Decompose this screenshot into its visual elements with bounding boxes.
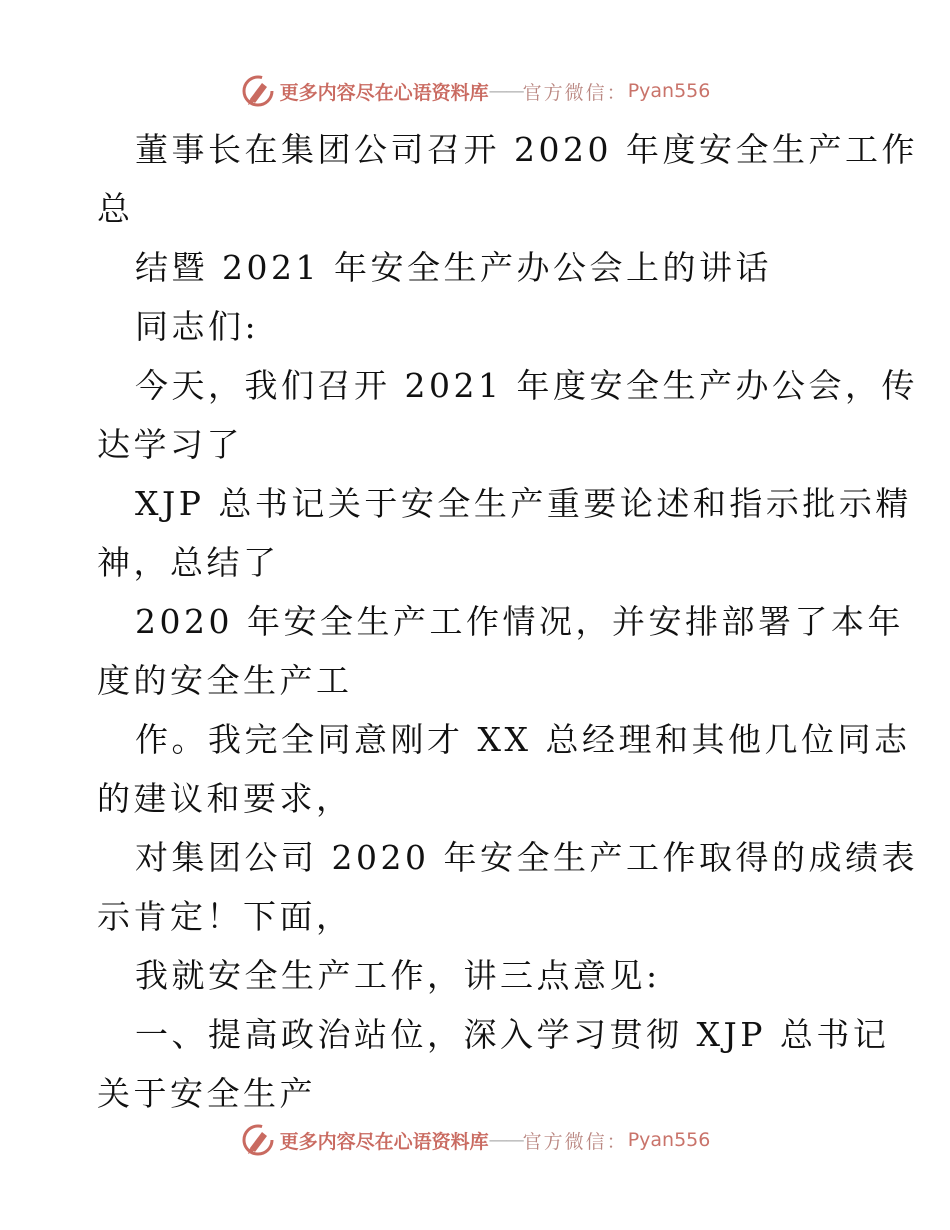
text-line: 达学习了 <box>97 425 243 464</box>
watermark-label: 官方微信： <box>522 81 628 104</box>
text-line: 示肯定！下面， <box>97 897 353 936</box>
footer-watermark <box>0 1120 950 1160</box>
text-line: 神，总结了 <box>97 543 280 582</box>
watermark-dash: —— <box>488 80 523 102</box>
text-line: 总 <box>97 189 134 228</box>
watermark-label: 官方微信： <box>522 1130 628 1153</box>
text-line: 结暨 2021 年安全生产办公会上的讲话 <box>135 248 772 287</box>
document-body <box>97 120 918 1123</box>
pen-logo-icon <box>240 73 276 109</box>
watermark-brand: 更多内容尽在心语资料库 <box>279 81 489 104</box>
text-line: 对集团公司 2020 年安全生产工作取得的成绩表 <box>135 838 918 877</box>
text-line: 一、提高政治站位，深入学习贯彻 XJP 总书记 <box>135 1015 890 1054</box>
text-line: 我就安全生产工作，讲三点意见: <box>135 956 661 995</box>
text-line: 董事长在集团公司召开 2020 年度安全生产工作 <box>135 130 918 169</box>
watermark-wechat-id: Pyan556 <box>627 80 711 102</box>
watermark-brand: 更多内容尽在心语资料库 <box>279 1130 489 1153</box>
pen-logo-icon <box>240 1122 276 1158</box>
text-line: 2020 年安全生产工作情况，并安排部署了本年 <box>135 602 904 641</box>
text-line: 作。我完全同意刚才 XX 总经理和其他几位同志 <box>135 720 911 759</box>
text-line: XJP 总书记关于安全生产重要论述和指示批示精 <box>135 484 912 523</box>
header-watermark <box>0 71 950 111</box>
watermark-wechat-id: Pyan556 <box>627 1129 711 1151</box>
text-line: 度的安全生产工 <box>97 661 353 700</box>
text-line: 的建议和要求， <box>97 779 353 818</box>
text-line: 关于安全生产 <box>97 1074 316 1113</box>
watermark-dash: —— <box>488 1129 523 1151</box>
text-line: 今天，我们召开 2021 年度安全生产办公会，传 <box>135 366 918 405</box>
text-line: 同志们: <box>135 307 260 346</box>
